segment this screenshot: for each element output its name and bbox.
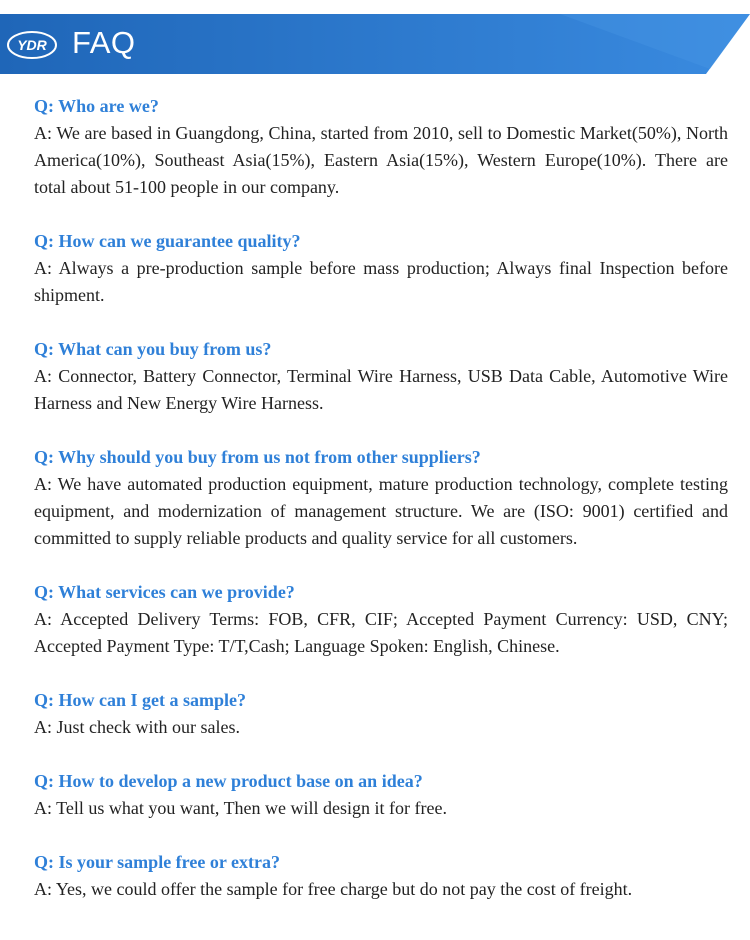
faq-answer: A: Accepted Delivery Terms: FOB, CFR, CIF; Accepted Payment Currency: USD, CNY; Accepted Payment Type: T/T,Cash; Language Spoken: English, Chinese. [34, 609, 728, 656]
faq-answer: A: We are based in Guangdong, China, started from 2010, sell to Domestic Market(50%), North America(10%), Southeast Asia(15%), Eastern Asia(15%), Western Europe(10%). There are total about 51-100 people in our company. [34, 123, 728, 197]
faq-question: Q: Is your sample free or extra? [34, 852, 280, 872]
faq-answer: A: We have automated production equipment, mature production technology, complete testing equipment, and modernization of management structure. We are (ISO: 9001) certified and committed to supply reliable products and quality service for all customers. [34, 474, 728, 548]
faq-item [34, 687, 728, 741]
faq-question: Q: What services can we provide? [34, 582, 295, 602]
ydr-logo-icon [6, 30, 58, 60]
faq-item [34, 336, 728, 417]
faq-banner [0, 14, 750, 74]
faq-item [34, 93, 728, 201]
faq-item [34, 579, 728, 660]
faq-answer: A: Connector, Battery Connector, Terminal Wire Harness, USB Data Cable, Automotive Wire Harness and New Energy Wire Harness. [34, 366, 728, 413]
faq-item [34, 228, 728, 309]
faq-question: Q: How to develop a new product base on an idea? [34, 771, 423, 791]
faq-question: Q: How can we guarantee quality? [34, 231, 301, 251]
faq-answer: A: Tell us what you want, Then we will design it for free. [34, 798, 447, 818]
faq-answer: A: Just check with our sales. [34, 717, 240, 737]
faq-question: Q: Who are we? [34, 96, 159, 116]
faq-question: Q: Why should you buy from us not from other suppliers? [34, 447, 481, 467]
logo-text: YDR [17, 37, 47, 53]
faq-question: Q: What can you buy from us? [34, 339, 272, 359]
faq-question: Q: How can I get a sample? [34, 690, 246, 710]
page-title: FAQ [72, 25, 136, 60]
faq-list [34, 93, 728, 903]
faq-item [34, 768, 728, 822]
faq-answer: A: Yes, we could offer the sample for free charge but do not pay the cost of freight. [34, 879, 633, 899]
faq-item [34, 849, 728, 903]
faq-answer: A: Always a pre-production sample before mass production; Always final Inspection before shipment. [34, 258, 728, 305]
faq-item [34, 444, 728, 552]
